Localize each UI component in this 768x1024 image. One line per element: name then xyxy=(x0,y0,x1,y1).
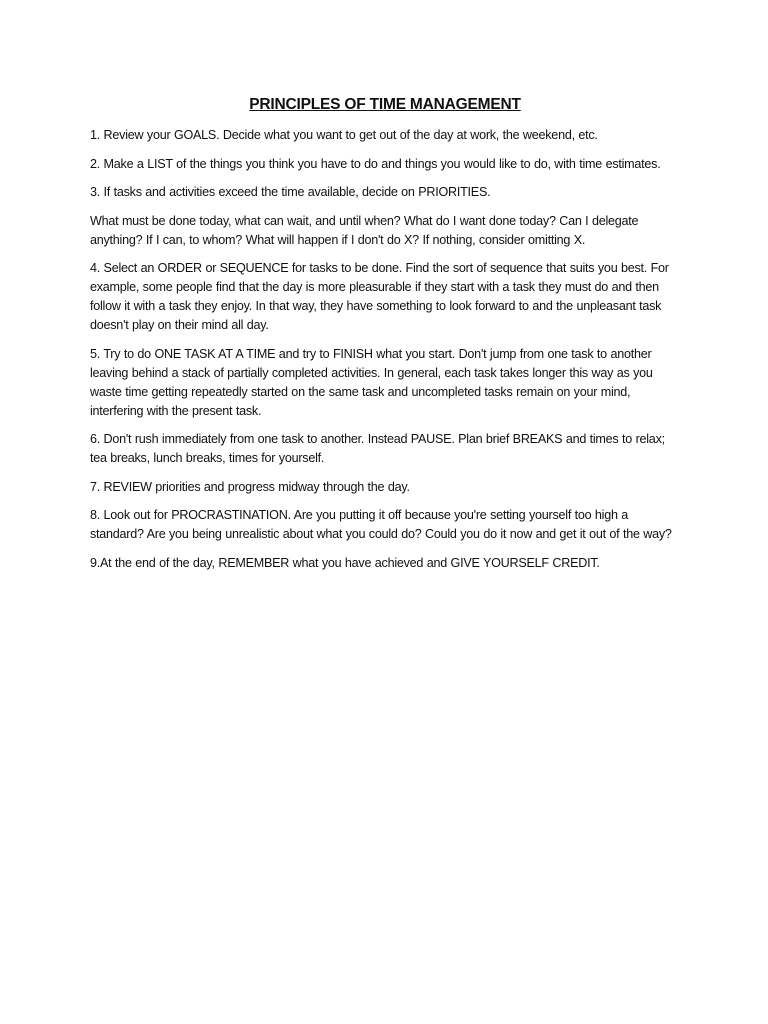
paragraph-one-task: 5. Try to do ONE TASK AT A TIME and try to FINISH what you start. Don't jump from one task to another leaving behind a stack of partially completed activities. In general, each task takes longer this way as you waste time getting repeatedly started on the same task and uncompleted tasks remain on your mind, interfering with the present task. xyxy=(90,346,653,418)
document-body xyxy=(90,96,680,582)
page-title: PRINCIPLES OF TIME MANAGEMENT xyxy=(249,96,521,113)
paragraph-review: 7. REVIEW priorities and progress midway through the day. xyxy=(90,479,410,494)
paragraph-priority-questions: What must be done today, what can wait, and until when? What do I want done today? Can I delegate anything? If I can, to whom? What will happen if I don't do X? If nothing, consider omitting X. xyxy=(90,213,639,247)
paragraph-order: 4. Select an ORDER or SEQUENCE for tasks to be done. Find the sort of sequence that suits you best. For example, some people find that the day is more pleasurable if they start with a task they must do and then follow it with a task they enjoy. In that way, they have something to look forward to and the unpleasant task doesn't play on their mind all day. xyxy=(90,261,669,332)
paragraph-goals: 1. Review your GOALS. Decide what you want to get out of the day at work, the weekend, etc. xyxy=(90,128,598,142)
paragraph-priorities: 3. If tasks and activities exceed the time available, decide on PRIORITIES. xyxy=(90,185,491,199)
paragraph-remember: 9.At the end of the day, REMEMBER what you have achieved and GIVE YOURSELF CREDIT. xyxy=(90,555,600,570)
paragraph-pause: 6. Don't rush immediately from one task to another. Instead PAUSE. Plan brief BREAKS and times to relax; tea breaks, lunch breaks, times for yourself. xyxy=(90,432,665,465)
paragraph-procrastination: 8. Look out for PROCRASTINATION. Are you putting it off because you're setting yourself too high a standard? Are you being unrealistic about what you could do? Could you do it now and get it out of the way? xyxy=(90,508,672,541)
paragraph-list: 2. Make a LIST of the things you think you have to do and things you would like to do, with time estimates. xyxy=(90,156,661,171)
